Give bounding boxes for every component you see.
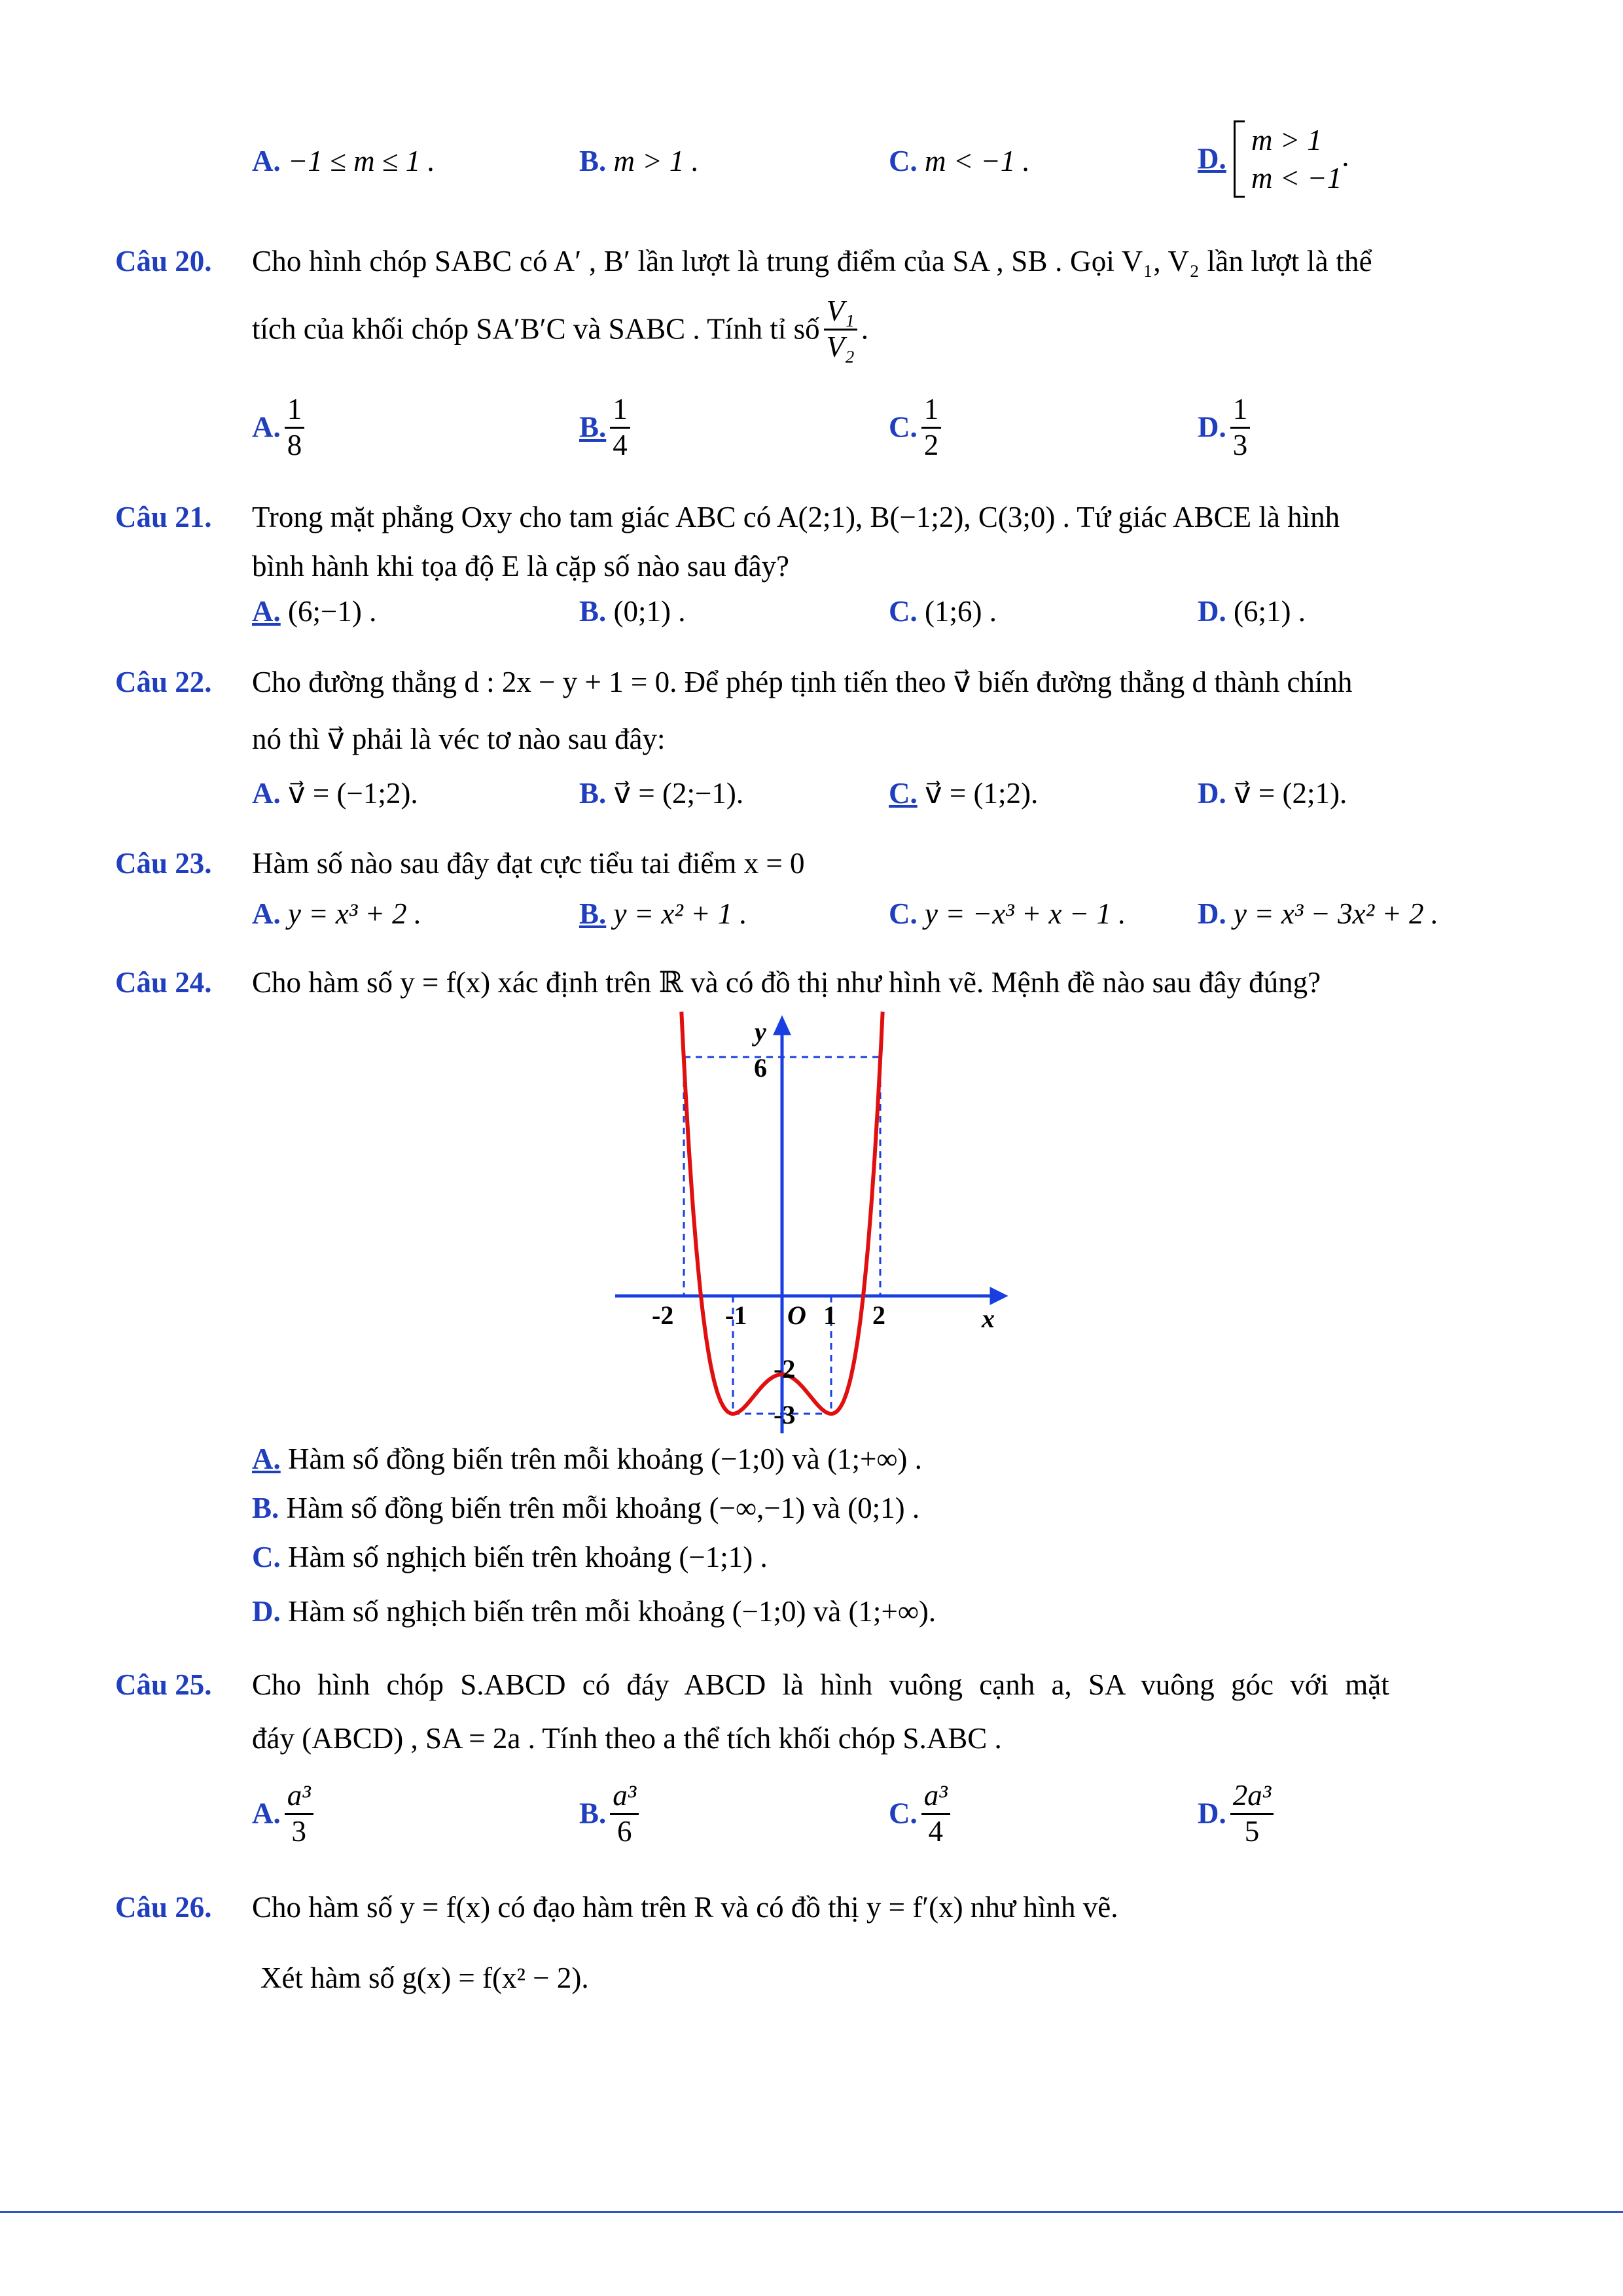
q25-option-d[interactable] — [1198, 1779, 1277, 1849]
q19-option-d-end: . — [1342, 139, 1349, 173]
q21-option-c[interactable] — [889, 596, 997, 628]
q24-option-a-label: A. — [252, 1443, 281, 1475]
q24-option-b-label: B. — [252, 1492, 279, 1524]
q21-option-d[interactable] — [1198, 596, 1306, 628]
q20-option-c[interactable] — [889, 393, 945, 463]
q25-a-num: a³ — [285, 1779, 313, 1815]
q19-option-a[interactable] — [252, 145, 435, 178]
q20-option-b[interactable] — [579, 393, 634, 463]
q25-option-c-label: C. — [889, 1797, 918, 1830]
q25-option-c[interactable] — [889, 1779, 954, 1849]
q23-option-c-text: y = −x³ + x − 1 . — [925, 897, 1126, 930]
q25-c-num: a³ — [921, 1779, 950, 1815]
q20-c-den: 2 — [923, 428, 939, 461]
q21-number: Câu 21. — [115, 501, 212, 533]
q24-option-a[interactable] — [252, 1443, 922, 1476]
q25-line2: đáy (ABCD) , SA = 2a . Tính theo a thể tích khối chóp S.ABC . — [252, 1722, 1002, 1755]
q20-line2-wrap — [252, 295, 868, 365]
q20-option-c-label: C. — [889, 410, 918, 444]
q22-option-b-text: v⃗ = (2;−1). — [613, 777, 744, 810]
q24-tick-y-3: -3 — [774, 1400, 796, 1429]
q20-d-den: 3 — [1232, 428, 1248, 461]
q25-number: Câu 25. — [115, 1668, 212, 1701]
q20-c-num: 1 — [921, 393, 942, 429]
q24-number: Câu 24. — [115, 966, 212, 999]
q20-option-b-label: B. — [579, 410, 607, 444]
q24-x-label: x — [982, 1304, 995, 1333]
q22-number: Câu 22. — [115, 666, 212, 698]
q21-option-a[interactable] — [252, 596, 376, 628]
q20-option-b-frac — [610, 393, 630, 463]
q24-tick-x-1: -1 — [725, 1300, 747, 1330]
q24-option-d-label: D. — [252, 1595, 281, 1628]
q24-tick-x1: 1 — [823, 1300, 836, 1330]
q24-tick-x-2: -2 — [652, 1300, 674, 1330]
q26-line2: Xét hàm số g(x) = f(x² − 2). — [260, 1962, 589, 1994]
q25-option-d-label: D. — [1198, 1797, 1226, 1830]
q20-b-num: 1 — [610, 393, 630, 429]
q21-option-a-label: A. — [252, 595, 281, 628]
q24-tick-x2: 2 — [872, 1300, 885, 1330]
q24-graph — [602, 1011, 1021, 1437]
q19-option-b-label: B. — [579, 145, 607, 177]
q23-option-d[interactable] — [1198, 898, 1438, 931]
q22-line2: nó thì v⃗ phải là véc tơ nào sau đây: — [252, 723, 666, 755]
q25-d-den: 5 — [1244, 1814, 1260, 1848]
q23-option-a-text: y = x³ + 2 . — [288, 897, 422, 930]
q24-tick-y-2: -2 — [774, 1354, 796, 1384]
q22-option-c[interactable] — [889, 778, 1038, 810]
q21-option-a-text: (6;−1) . — [288, 595, 377, 628]
q19-option-b-text: m > 1 . — [613, 145, 699, 177]
q25-option-a[interactable] — [252, 1779, 317, 1849]
q20-line1: Cho hình chóp SABC có A′ , B′ lần lượt là trung điểm của SA , SB . Gọi V₁, V₂ lần lượt là thể — [252, 245, 1372, 278]
q25-option-b-label: B. — [579, 1797, 607, 1830]
q22-option-c-text: v⃗ = (1;2). — [925, 777, 1039, 810]
q24-option-b[interactable] — [252, 1492, 919, 1525]
q20-option-a-frac — [285, 393, 305, 463]
q23-option-b-label: B. — [579, 897, 607, 930]
q20-ratio-num: V₁ — [824, 295, 857, 331]
q24-option-c-text: Hàm số nghịch biến trên khoảng (−1;1) . — [288, 1541, 768, 1573]
q20-ratio — [824, 295, 857, 365]
q19-option-d-label: D. — [1198, 142, 1226, 175]
q25-option-c-frac — [921, 1779, 950, 1849]
q20-a-den: 8 — [287, 428, 302, 461]
q25-option-b-frac — [610, 1779, 639, 1849]
q23-line1: Hàm số nào sau đây đạt cực tiểu tai điểm x = 0 — [252, 847, 805, 880]
q21-option-b-text: (0;1) . — [613, 595, 686, 628]
q24-axes — [615, 1019, 1005, 1433]
q24-option-a-text: Hàm số đồng biến trên mỗi khoảng (−1;0) và (1;+∞) . — [288, 1443, 922, 1475]
q20-ratio-den: V₂ — [826, 330, 855, 363]
q21-option-b[interactable] — [579, 596, 686, 628]
q23-option-b-text: y = x² + 1 . — [613, 897, 747, 930]
q22-option-a-label: A. — [252, 777, 281, 810]
q23-option-d-text: y = x³ − 3x² + 2 . — [1234, 897, 1439, 930]
q23-option-d-label: D. — [1198, 897, 1226, 930]
q22-line1: Cho đường thẳng d : 2x − y + 1 = 0. Để phép tịnh tiến theo v⃗ biến đường thẳng d thành chính — [252, 666, 1353, 698]
q25-option-d-frac — [1230, 1779, 1274, 1849]
q25-option-a-label: A. — [252, 1797, 281, 1830]
q25-c-den: 4 — [928, 1814, 943, 1848]
q19-option-b[interactable] — [579, 145, 699, 178]
q24-option-c-label: C. — [252, 1541, 281, 1573]
q19-option-d-line1: m > 1 — [1251, 123, 1322, 156]
q20-option-a-label: A. — [252, 410, 281, 444]
q25-a-den: 3 — [291, 1814, 306, 1848]
q21-line1: Trong mặt phẳng Oxy cho tam giác ABC có A(2;1), B(−1;2), C(3;0) . Tứ giác ABCE là hình — [252, 501, 1340, 533]
q20-end: . — [861, 312, 869, 346]
q24-option-d-text: Hàm số nghịch biến trên mỗi khoảng (−1;0) và (1;+∞). — [288, 1595, 936, 1628]
q23-option-a-label: A. — [252, 897, 281, 930]
q23-number: Câu 23. — [115, 847, 212, 880]
q22-option-b[interactable] — [579, 778, 743, 810]
q22-option-d-label: D. — [1198, 777, 1226, 810]
q21-option-d-label: D. — [1198, 595, 1226, 628]
y-axis-arrow-icon — [776, 1019, 789, 1033]
q25-option-b[interactable] — [579, 1779, 643, 1849]
q22-option-b-label: B. — [579, 777, 607, 810]
q20-option-a[interactable] — [252, 393, 308, 463]
q22-option-a-text: v⃗ = (−1;2). — [288, 777, 418, 810]
q19-option-d-bracket — [1234, 120, 1245, 198]
q24-option-c[interactable] — [252, 1541, 768, 1574]
q24-option-b-text: Hàm số đồng biến trên mỗi khoảng (−∞,−1) và (0;1) . — [286, 1492, 920, 1524]
q24-line1: Cho hàm số y = f(x) xác định trên ℝ và có đồ thị như hình vẽ. Mệnh đề nào sau đây đúng? — [252, 966, 1321, 999]
q23-option-a[interactable] — [252, 898, 421, 931]
q20-a-num: 1 — [285, 393, 305, 429]
q22-option-a[interactable] — [252, 778, 418, 810]
q24-origin-label: O — [787, 1300, 806, 1330]
q21-option-c-label: C. — [889, 595, 918, 628]
q20-b-den: 4 — [613, 428, 628, 461]
q22-option-d[interactable] — [1198, 778, 1347, 810]
q25-d-num: 2a³ — [1230, 1779, 1274, 1815]
q26-number: Câu 26. — [115, 1891, 212, 1924]
q19-option-d-line2: m < −1 — [1251, 162, 1342, 194]
q19-option-c-text: m < −1 . — [925, 145, 1030, 177]
q20-option-d-frac — [1230, 393, 1251, 463]
q24-tick-y6: 6 — [754, 1053, 767, 1083]
q25-b-num: a³ — [610, 1779, 639, 1815]
q19-option-c[interactable] — [889, 145, 1030, 178]
q20-number: Câu 20. — [115, 245, 212, 278]
q24-y-label: y — [755, 1017, 766, 1047]
footer-divider — [0, 2211, 1623, 2213]
q25-b-den: 6 — [617, 1814, 632, 1848]
q21-option-b-label: B. — [579, 595, 607, 628]
q22-option-d-text: v⃗ = (2;1). — [1234, 777, 1347, 810]
q19-option-a-label: A. — [252, 145, 281, 177]
q25-line1: Cho hình chóp S.ABCD có đáy ABCD là hình vuông cạnh a, SA vuông góc với mặt — [252, 1668, 1389, 1701]
q26-line1: Cho hàm số y = f(x) có đạo hàm trên R và có đồ thị y = f′(x) như hình vẽ. — [252, 1891, 1118, 1924]
q20-option-d[interactable] — [1198, 393, 1254, 463]
q23-option-c-label: C. — [889, 897, 918, 930]
q25-option-a-frac — [285, 1779, 313, 1849]
q19-option-d[interactable] — [1198, 120, 1349, 198]
q23-option-c[interactable] — [889, 898, 1126, 931]
q21-option-c-text: (1;6) . — [925, 595, 997, 628]
q21-line2: bình hành khi tọa độ E là cặp số nào sau đây? — [252, 550, 790, 583]
q20-option-c-frac — [921, 393, 942, 463]
q24-option-d[interactable] — [252, 1596, 936, 1628]
q20-d-num: 1 — [1230, 393, 1251, 429]
q23-option-b[interactable] — [579, 898, 747, 931]
q19-option-c-label: C. — [889, 145, 918, 177]
q19-option-a-text: −1 ≤ m ≤ 1 . — [288, 145, 435, 177]
q22-option-c-label: C. — [889, 777, 918, 810]
q20-line2: tích của khối chóp SA′B′C và SABC . Tính tỉ số — [252, 312, 820, 346]
q21-option-d-text: (6;1) . — [1234, 595, 1306, 628]
q20-option-d-label: D. — [1198, 410, 1226, 444]
x-axis-arrow-icon — [991, 1289, 1005, 1302]
